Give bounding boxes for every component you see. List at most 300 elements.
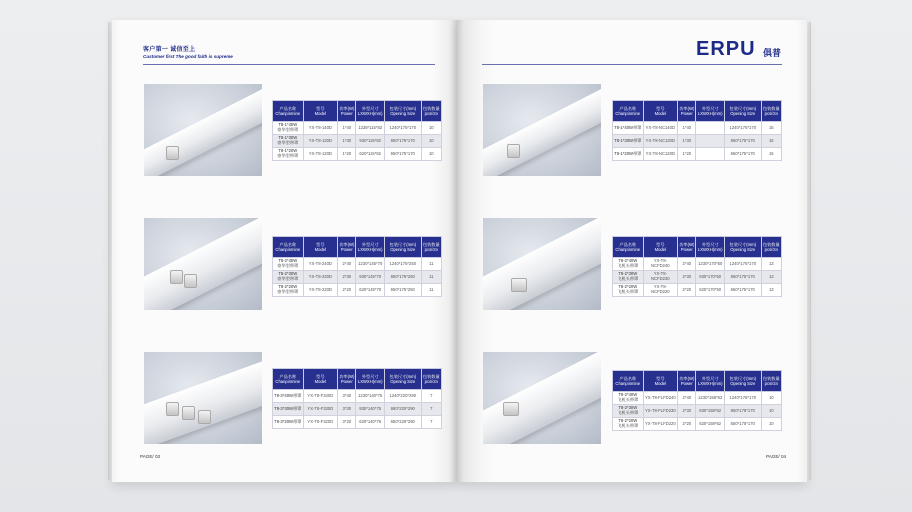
spec-header-row — [273, 369, 442, 390]
brand-logo-cn: 俱普 — [763, 48, 782, 58]
spec-cell-name — [273, 284, 304, 297]
spec-header-line: Opening Size — [390, 379, 416, 384]
spec-header-model — [303, 237, 338, 258]
spec-cell-name — [273, 135, 304, 148]
book-gutter — [450, 20, 464, 482]
slogan-cn: 客户第一 诚信至上 — [143, 47, 196, 53]
spec-header-line: 功率(W) — [339, 106, 355, 111]
spec-cell: 1230*145*70 — [356, 258, 385, 271]
spec-cell: YX-T8-220D — [303, 284, 338, 297]
spec-cell: 3*20 — [338, 416, 356, 429]
spec-row — [273, 390, 442, 403]
spec-header-line: 功率(W) — [339, 242, 355, 247]
spec-cell: 930*140*75 — [356, 403, 385, 416]
spec-header-line: Chanpinmine — [275, 379, 301, 384]
spec-name-line: 豪华型带罩 — [277, 263, 299, 268]
spec-header-line: 外型尺寸 — [701, 242, 719, 247]
spec-header-line: Opening Size — [390, 247, 416, 252]
spec-header-line: 包装尺寸(mm) — [729, 242, 757, 247]
spec-header-line: 外型尺寸 — [701, 376, 719, 381]
spec-cell: 1238*115*82 — [356, 122, 385, 135]
spec-header-line: Model — [654, 247, 667, 252]
spec-header-line: pcs/ctn — [764, 247, 778, 252]
spec-header-line: 外型尺寸 — [361, 242, 379, 247]
spec-row — [273, 135, 442, 148]
spec-header-name — [273, 101, 304, 122]
spec-table-5 — [612, 236, 782, 297]
spec-cell: 3*30 — [338, 403, 356, 416]
spec-header-line: Power — [680, 381, 693, 386]
spec-header-opening — [724, 371, 761, 392]
spec-name-line: 豪华型带罩 — [277, 127, 299, 132]
spec-cell: 1*30 — [338, 135, 356, 148]
spec-cell: YX-T8-NCFD230 — [643, 271, 678, 284]
spec-cell: 930*145*70 — [356, 271, 385, 284]
spec-header-line: pcs/ctn — [424, 111, 438, 116]
spec-header-line: 包装数量 — [422, 374, 440, 379]
spec-cell-name — [613, 135, 644, 148]
product-photo-6 — [483, 352, 601, 444]
spec-name-line: T8-1*30W带罩 — [614, 137, 642, 143]
spec-header-row — [613, 101, 782, 122]
spec-cell: 2*40 — [678, 258, 696, 271]
spec-cell: 950*175*170 — [724, 271, 761, 284]
spec-cell: 10 — [761, 392, 781, 405]
spec-name-line: 飞机头带罩 — [617, 263, 639, 268]
spec-table-6 — [612, 370, 782, 431]
spec-name-line: 豪华型带罩 — [277, 140, 299, 145]
spec-header-size — [356, 101, 385, 122]
spec-header-line: Model — [654, 381, 667, 386]
spec-header-line: LXWXH(mm) — [357, 247, 383, 252]
spec-cell-name — [613, 405, 644, 418]
spec-cell: 650*175*170 — [724, 148, 761, 161]
spec-row — [273, 271, 442, 284]
spec-header-opening — [724, 101, 761, 122]
spec-header-line: Chanpinmine — [615, 247, 641, 252]
fixture-shape — [144, 354, 262, 444]
spec-header-line: Chanpinmine — [615, 381, 641, 386]
spec-cell-name — [273, 271, 304, 284]
spec-cell: 650*175*250 — [384, 284, 421, 297]
product-photo-5 — [483, 218, 601, 310]
spec-name-line: T8-2*20W — [618, 418, 638, 424]
spec-cell: 15 — [761, 148, 781, 161]
spec-cell — [696, 135, 725, 148]
spec-header-line: Chanpinmine — [275, 111, 301, 116]
spec-cell: 1*20 — [338, 148, 356, 161]
spec-header-qty — [421, 237, 441, 258]
spec-cell: 620*170*50 — [696, 284, 725, 297]
spec-header-line: Model — [314, 379, 327, 384]
spec-cell-name — [273, 416, 304, 429]
spec-header-qty — [761, 101, 781, 122]
spec-cell-name — [613, 258, 644, 271]
spec-header-power — [678, 371, 696, 392]
spec-cell: 650*175*170 — [724, 418, 761, 431]
spec-cell: 620*158*62 — [696, 418, 725, 431]
spec-header-line: 产品名称 — [279, 106, 297, 111]
lamp-holder — [166, 402, 179, 416]
spec-header-opening — [724, 237, 761, 258]
lamp-holder — [503, 402, 519, 416]
spec-row — [273, 284, 442, 297]
spec-name-line: T8-1*20W — [278, 148, 298, 154]
spec-header-line: Power — [680, 247, 693, 252]
spec-header-line: LXWXH(mm) — [357, 111, 383, 116]
spec-cell: 1*20 — [678, 148, 696, 161]
spec-row — [273, 258, 442, 271]
spec-name-line: T8-2*40W — [618, 258, 638, 264]
spec-header-line: 功率(W) — [339, 374, 355, 379]
spec-header-line: 产品名称 — [619, 376, 637, 381]
lamp-holder — [166, 146, 179, 160]
spec-cell: YX-T8-F340D — [303, 390, 338, 403]
spec-header-line: 型号 — [316, 374, 325, 379]
spec-table-2 — [272, 236, 442, 297]
spec-name-line: T8-1*40W — [278, 122, 298, 128]
spec-cell: 2*40 — [338, 258, 356, 271]
spec-cell: 7 — [421, 390, 441, 403]
spec-header-line: 外型尺寸 — [701, 106, 719, 111]
spec-name-line: 飞机头带罩 — [617, 397, 639, 402]
spec-header-model — [303, 369, 338, 390]
lamp-holder — [511, 278, 527, 292]
spec-header-qty — [761, 371, 781, 392]
spec-cell: 950*175*170 — [384, 135, 421, 148]
spec-header-line: LXWXH(mm) — [697, 111, 723, 116]
spec-header-line: 型号 — [316, 106, 325, 111]
spec-header-size — [696, 371, 725, 392]
spec-name-line: T8-3*20W带罩 — [274, 418, 302, 424]
spec-row — [613, 271, 782, 284]
spec-cell-name — [613, 122, 644, 135]
spec-name-line: 飞机头带罩 — [617, 410, 639, 415]
brand-logo: ERPU — [696, 38, 756, 60]
spec-name-line: T8-1*30W — [278, 135, 298, 141]
spec-cell: 2*30 — [338, 271, 356, 284]
spec-header-line: Opening Size — [730, 247, 756, 252]
spec-cell-name — [273, 390, 304, 403]
spec-name-line: 飞机头带罩 — [617, 276, 639, 281]
spec-cell: 13 — [761, 258, 781, 271]
spec-header-power — [678, 237, 696, 258]
spec-cell: YX-T8-130D — [303, 135, 338, 148]
spec-cell: 1240*175*250 — [384, 258, 421, 271]
spec-cell: YX-T8-FLFD220 — [643, 418, 678, 431]
spec-header-qty — [421, 101, 441, 122]
spec-cell: 650*175*170 — [384, 148, 421, 161]
spec-header-line: 产品名称 — [279, 242, 297, 247]
product-photo-2 — [144, 218, 262, 310]
spec-header-line: 包装尺寸(mm) — [729, 376, 757, 381]
spec-header-model — [643, 237, 678, 258]
spec-header-model — [643, 101, 678, 122]
spec-cell-name — [613, 148, 644, 161]
spec-cell: 2*30 — [678, 405, 696, 418]
lamp-holder — [198, 410, 211, 424]
spec-cell: 1240*175*170 — [384, 122, 421, 135]
spec-header-line: 包装尺寸(mm) — [729, 106, 757, 111]
spec-header-line: 包装数量 — [762, 106, 780, 111]
spec-header-line: Model — [314, 247, 327, 252]
spec-cell: 1230*158*62 — [696, 392, 725, 405]
spec-cell-name — [273, 122, 304, 135]
spec-header-line: Opening Size — [730, 111, 756, 116]
spec-cell: 1230*140*75 — [356, 390, 385, 403]
fixture-shape — [144, 218, 262, 310]
spec-cell: 13 — [761, 284, 781, 297]
spec-header-line: Chanpinmine — [615, 111, 641, 116]
spec-cell: 10 — [761, 418, 781, 431]
spec-cell: 15 — [761, 122, 781, 135]
lamp-holder — [182, 406, 195, 420]
spec-row — [273, 416, 442, 429]
spec-cell: 950*220*290 — [384, 403, 421, 416]
spec-cell: YX-T8-FLFD230 — [643, 405, 678, 418]
spec-cell: 620*140*75 — [356, 416, 385, 429]
spec-header-name — [613, 101, 644, 122]
spec-cell: 950*175*250 — [384, 271, 421, 284]
spec-header-line: LXWXH(mm) — [697, 247, 723, 252]
spec-header-line: pcs/ctn — [424, 379, 438, 384]
spec-header-line: Opening Size — [730, 381, 756, 386]
spec-table-1 — [272, 100, 442, 161]
spec-header-power — [338, 369, 356, 390]
spec-header-size — [696, 237, 725, 258]
spec-cell: 11 — [421, 258, 441, 271]
spec-header-line: 型号 — [656, 106, 665, 111]
spec-name-line: T8-2*40W — [278, 258, 298, 264]
spec-cell: 1230*170*50 — [696, 258, 725, 271]
spec-cell: YX-T8-FLFD240 — [643, 392, 678, 405]
spec-header-line: 功率(W) — [679, 242, 695, 247]
lamp-holder — [507, 144, 520, 158]
spec-header-size — [356, 369, 385, 390]
spec-cell: 2*30 — [678, 271, 696, 284]
spec-cell: 1240*175*170 — [724, 122, 761, 135]
lamp-holder — [170, 270, 183, 284]
spec-header-line: pcs/ctn — [764, 381, 778, 386]
spec-cell: 7 — [421, 416, 441, 429]
spec-header-line: pcs/ctn — [764, 111, 778, 116]
spec-header-line: Model — [314, 111, 327, 116]
spec-row — [613, 122, 782, 135]
spec-row — [613, 135, 782, 148]
spec-header-line: Power — [340, 111, 353, 116]
spec-cell: 950*175*170 — [724, 135, 761, 148]
spec-header-line: 包装数量 — [422, 242, 440, 247]
spec-header-qty — [761, 237, 781, 258]
spec-name-line: T8-2*40W — [618, 392, 638, 398]
spec-cell-name — [613, 392, 644, 405]
spec-header-line: 产品名称 — [279, 374, 297, 379]
spec-cell: 11 — [421, 271, 441, 284]
spec-cell: 10 — [421, 148, 441, 161]
spec-cell-name — [613, 418, 644, 431]
spec-header-line: Opening Size — [390, 111, 416, 116]
right-header-rule — [482, 64, 782, 65]
spec-header-line: 外型尺寸 — [361, 374, 379, 379]
spec-name-line: 飞机头带罩 — [617, 423, 639, 428]
spec-header-row — [273, 237, 442, 258]
spec-cell: 15 — [761, 135, 781, 148]
spec-header-line: 外型尺寸 — [361, 106, 379, 111]
spec-header-line: 型号 — [656, 376, 665, 381]
page-number-right: PAGE/ 04 — [766, 454, 787, 459]
spec-cell: 930*158*62 — [696, 405, 725, 418]
spec-cell — [696, 148, 725, 161]
spec-header-row — [613, 237, 782, 258]
spec-header-power — [678, 101, 696, 122]
spec-header-line: 包装数量 — [422, 106, 440, 111]
spec-header-size — [696, 101, 725, 122]
spec-header-line: LXWXH(mm) — [357, 379, 383, 384]
spec-header-line: 功率(W) — [679, 376, 695, 381]
spec-name-line: 豪华型带罩 — [277, 276, 299, 281]
left-header-rule — [143, 64, 435, 65]
spec-cell: 10 — [761, 405, 781, 418]
spec-cell: 2*20 — [678, 418, 696, 431]
spec-name-line: 飞机头带罩 — [617, 289, 639, 294]
spec-name-line: T8-3*30W带罩 — [274, 405, 302, 411]
spec-cell-name — [613, 284, 644, 297]
spec-cell: 1*40 — [338, 122, 356, 135]
spec-header-line: 包装尺寸(mm) — [389, 242, 417, 247]
spec-cell — [696, 122, 725, 135]
lamp-holder — [184, 274, 197, 288]
spec-header-line: 产品名称 — [619, 242, 637, 247]
spec-header-line: 功率(W) — [679, 106, 695, 111]
spec-cell: 650*175*170 — [724, 284, 761, 297]
spec-header-line: Model — [654, 111, 667, 116]
spec-header-model — [643, 371, 678, 392]
spec-table-3 — [272, 368, 442, 429]
spec-header-line: 型号 — [316, 242, 325, 247]
spec-cell: 1240*178*170 — [724, 392, 761, 405]
spec-header-line: pcs/ctn — [424, 247, 438, 252]
spec-row — [613, 418, 782, 431]
spec-header-line: 包装尺寸(mm) — [389, 374, 417, 379]
spec-name-line: 豪华型带罩 — [277, 289, 299, 294]
spec-row — [273, 403, 442, 416]
spec-header-opening — [384, 369, 421, 390]
spec-table-4 — [612, 100, 782, 161]
spec-header-name — [273, 369, 304, 390]
product-photo-4 — [483, 84, 601, 176]
spec-name-line: T8-2*20W — [618, 284, 638, 290]
spec-row — [613, 392, 782, 405]
spec-cell: 2*40 — [678, 392, 696, 405]
spec-cell: YX-T8-230D — [303, 271, 338, 284]
spec-header-line: 包装数量 — [762, 242, 780, 247]
spec-name-line: T8-2*30W — [278, 271, 298, 277]
spec-cell: YX-T8-NC140D — [643, 122, 678, 135]
spec-cell-name — [273, 148, 304, 161]
spec-header-qty — [421, 369, 441, 390]
spec-name-line: T8-2*20W — [278, 284, 298, 290]
spec-header-model — [303, 101, 338, 122]
spec-cell: 1240*220*290 — [384, 390, 421, 403]
fixture-shape — [483, 352, 601, 444]
spec-cell: 1240*175*170 — [724, 258, 761, 271]
spec-cell: 930*170*50 — [696, 271, 725, 284]
spec-name-line: T8-3*40W带罩 — [274, 392, 302, 398]
spec-cell: YX-T8-NC130D — [643, 135, 678, 148]
spec-cell: YX-T8-NCFD240 — [643, 258, 678, 271]
spec-name-line: T8-2*30W — [618, 405, 638, 411]
spec-header-line: 包装尺寸(mm) — [389, 106, 417, 111]
spec-cell-name — [273, 403, 304, 416]
fixture-shape — [144, 84, 262, 176]
spec-header-line: Power — [340, 247, 353, 252]
spec-cell: 10 — [421, 122, 441, 135]
spec-header-size — [356, 237, 385, 258]
spec-header-opening — [384, 101, 421, 122]
spec-row — [613, 284, 782, 297]
spec-row — [273, 122, 442, 135]
spec-header-opening — [384, 237, 421, 258]
spec-cell: YX-T8-NC120D — [643, 148, 678, 161]
spec-cell: 1*30 — [678, 135, 696, 148]
spec-cell: 13 — [761, 271, 781, 284]
spec-cell: 3*40 — [338, 390, 356, 403]
spec-header-power — [338, 101, 356, 122]
spec-cell: YX-T8-140D — [303, 122, 338, 135]
spec-cell: 650*220*290 — [384, 416, 421, 429]
spec-cell: 10 — [421, 135, 441, 148]
spec-cell: 1*40 — [678, 122, 696, 135]
spec-header-line: Power — [340, 379, 353, 384]
spec-cell-name — [613, 271, 644, 284]
spec-cell: 620*115*82 — [356, 148, 385, 161]
spec-header-line: 包装数量 — [762, 376, 780, 381]
spec-header-line: LXWXH(mm) — [697, 381, 723, 386]
fixture-shape — [483, 84, 601, 176]
spec-name-line: T8-1*20W带罩 — [614, 150, 642, 156]
spec-cell: YX-T8-240D — [303, 258, 338, 271]
spec-header-line: 型号 — [656, 242, 665, 247]
spec-header-row — [273, 101, 442, 122]
spec-header-line: 产品名称 — [619, 106, 637, 111]
spec-cell: YX-T8-F330D — [303, 403, 338, 416]
spec-cell: YX-T8-120D — [303, 148, 338, 161]
spec-cell: 620*145*70 — [356, 284, 385, 297]
spec-row — [613, 258, 782, 271]
fixture-shape — [483, 218, 601, 310]
spec-row — [613, 148, 782, 161]
spec-cell: 11 — [421, 284, 441, 297]
spec-row — [273, 148, 442, 161]
spec-cell: 950*178*170 — [724, 405, 761, 418]
spec-header-name — [613, 371, 644, 392]
spec-cell: 2*20 — [678, 284, 696, 297]
spec-cell: 2*20 — [338, 284, 356, 297]
spec-name-line: 豪华型带罩 — [277, 153, 299, 158]
spec-header-row — [613, 371, 782, 392]
spec-header-line: Chanpinmine — [275, 247, 301, 252]
spec-header-line: Power — [680, 111, 693, 116]
product-photo-3 — [144, 352, 262, 444]
spec-header-power — [338, 237, 356, 258]
spec-name-line: T8-1*40W带罩 — [614, 124, 642, 130]
spec-header-name — [613, 237, 644, 258]
spec-cell: YX-T8-NCFD220 — [643, 284, 678, 297]
spec-header-name — [273, 237, 304, 258]
product-photo-1 — [144, 84, 262, 176]
spec-cell-name — [273, 258, 304, 271]
spec-cell: YX-T8-F320D — [303, 416, 338, 429]
